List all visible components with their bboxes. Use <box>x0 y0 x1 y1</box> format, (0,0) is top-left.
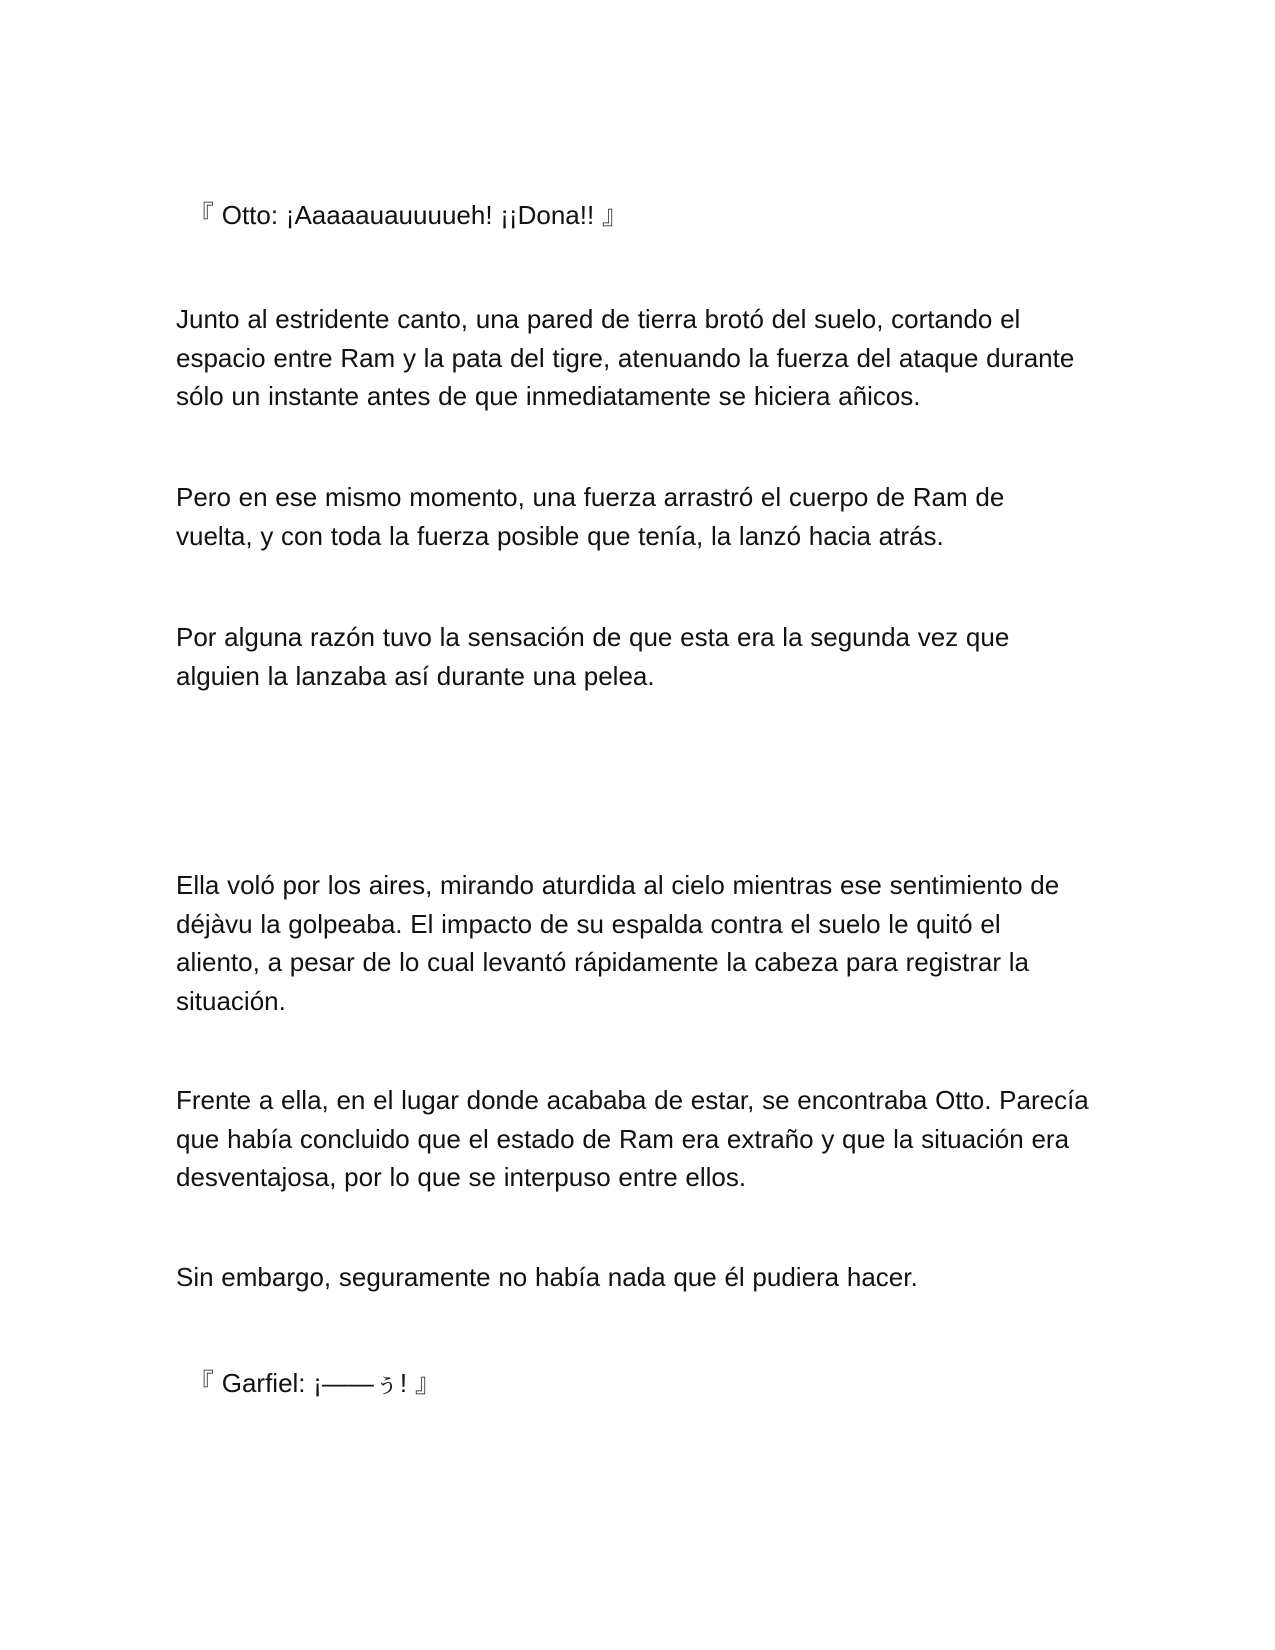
paragraph-line: 『 Otto: ¡Aaaaauauuuueh! ¡¡Dona!! 』 <box>188 200 628 230</box>
paragraph-line: que había concluido que el estado de Ram era extraño y que la situación era <box>176 1123 1070 1154</box>
paragraph-line: alguien la lanzaba así durante una pelea. <box>176 660 655 691</box>
paragraph-line: Junto al estridente canto, una pared de tierra brotó del suelo, cortando el <box>176 304 1021 334</box>
paragraph-line: vuelta, y con toda la fuerza posible que tenía, la lanzó hacia atrás. <box>176 520 944 551</box>
paragraph-line: 『 Garfiel: ¡——ぅ! 』 <box>188 1368 441 1398</box>
paragraph-line: Pero en ese mismo momento, una fuerza arrastró el cuerpo de Ram de <box>176 482 1005 512</box>
paragraph-line: desventajosa, por lo que se interpuso entre ellos. <box>176 1162 747 1192</box>
dialogue-otto <box>188 196 1128 235</box>
paragraph-line: Frente a ella, en el lugar donde acababa de estar, se encontraba Otto. Parecía <box>176 1085 1089 1115</box>
paragraph-line: déjàvu la golpeaba. El impacto de su espalda contra el suelo le quitó el <box>176 908 1001 939</box>
narration-paragraph <box>176 478 1116 555</box>
dialogue-garfiel <box>188 1364 1128 1403</box>
paragraph-line: sólo un instante antes de que inmediatamente se hiciera añicos. <box>176 381 921 411</box>
paragraph-line: Sin embargo, seguramente no había nada que él pudiera hacer. <box>176 1262 918 1292</box>
paragraph-line: Ella voló por los aires, mirando aturdida al cielo mientras ese sentimiento de <box>176 870 1060 900</box>
narration-paragraph <box>176 618 1116 695</box>
narration-paragraph <box>176 1258 1116 1297</box>
narration-paragraph <box>176 1081 1116 1197</box>
paragraph-line: situación. <box>176 985 286 1016</box>
paragraph-line: espacio entre Ram y la pata del tigre, atenuando la fuerza del ataque durante <box>176 342 1075 373</box>
paragraph-line: Por alguna razón tuvo la sensación de que esta era la segunda vez que <box>176 622 1010 652</box>
narration-paragraph <box>176 866 1116 1020</box>
narration-paragraph <box>176 300 1116 416</box>
paragraph-line: aliento, a pesar de lo cual levantó rápidamente la cabeza para registrar la <box>176 947 1029 977</box>
